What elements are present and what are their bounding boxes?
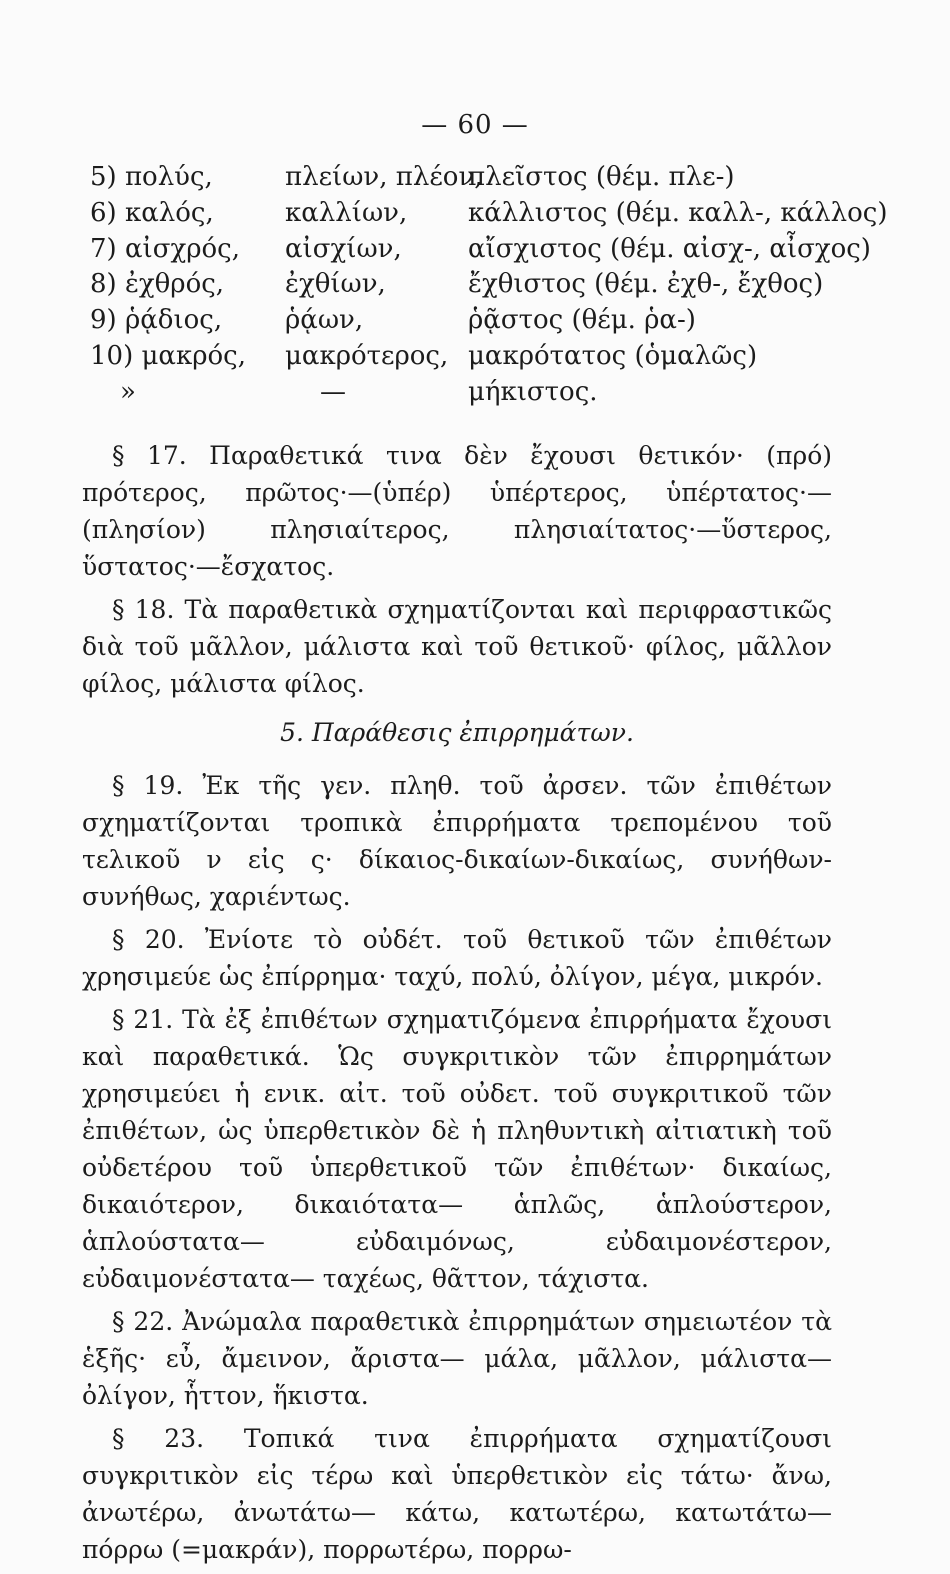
comparison-table (90, 162, 888, 413)
comparative-form: αἰσχίων, (285, 233, 402, 264)
superlative-form: μακρότατος (ὁμαλῶς) (468, 340, 758, 371)
superlative-form: πλεῖστος (θέμ. πλε-) (468, 162, 735, 192)
positive-form: 10) μακρός, (90, 340, 246, 371)
comparative-form: καλλίων, (285, 197, 408, 228)
superlative-form: αἴσχιστος (θέμ. αἰσχ-, αἶσχος) (468, 233, 871, 264)
superlative-form: ἔχθιστος (θέμ. ἐχθ-, ἔχθος) (468, 269, 824, 300)
positive-form: 6) καλός, (90, 197, 214, 228)
comparison-row (90, 377, 850, 413)
superlative-form: ῥᾷστος (θέμ. ῥα-) (468, 305, 696, 336)
comparative-form: ῥᾴων, (285, 305, 364, 336)
positive-form: 5) πολύς, (90, 162, 213, 192)
comparison-row (90, 197, 888, 234)
page-number: — 60 — (421, 110, 529, 140)
positive-form: 8) ἐχθρός, (90, 269, 225, 300)
comparison-row (90, 162, 850, 198)
superlative-form: κάλλιστος (θέμ. καλλ-, κάλλος) (468, 197, 888, 228)
superlative-form: μήκιστος. (468, 376, 598, 407)
paragraph-23: § 23. Τοπικά τινα ἐπιρρήματα σχηματίζουσι συγκριτικὸν εἰς τέρω καὶ ὑπερθετικὸν εἰς τάτω· ἄνω, ἀνωτέρω, ἀνωτάτω— κάτω, κατωτέρω, κατωτάτω— πόρρω (=μακράν), πορρωτέρω, πορρω- (82, 1424, 832, 1564)
comparison-row (90, 269, 850, 305)
ditto-mark: » (120, 376, 136, 407)
comparative-form: μακρότερος, (285, 340, 449, 371)
paragraph-22: § 22. Ἀνώμαλα παραθετικὰ ἐπιρρημάτων σημειωτέον τὰ ἑξῆς· εὖ, ἄμεινον, ἄριστα— μάλα, μᾶλλον, μάλιστα— ὀλίγον, ἧττον, ἥκιστα. (82, 1307, 832, 1410)
comparative-form: πλείων, πλέον, (285, 162, 483, 192)
paragraph-20: § 20. Ἐνίοτε τὸ οὐδέτ. τοῦ θετικοῦ τῶν ἐπιθέτων χρησιμεύε ὡς ἐπίρρημα· ταχύ, πολύ, ὀλίγον, μέγα, μικρόν. (82, 925, 832, 991)
comparison-row (90, 305, 850, 341)
paragraph-21: § 21. Τὰ ἐξ ἐπιθέτων σχηματιζόμενα ἐπιρρήματα ἔχουσι καὶ παραθετικά. Ὡς συγκριτικὸν τῶν ἐπιρρημάτων χρησιμεύει ἡ ενικ. αἰτ. τοῦ οὐδετ. τοῦ συγκριτικοῦ τῶν ἐπιθέτων, ὡς ὑπερθετικὸν δὲ ἡ πληθυντικὴ αἰτιατικὴ τοῦ οὐδετέρου τοῦ ὑπερθετικοῦ τῶν ἐπιθέτων· δικαίως, δικαιότερον, δικαιότατα— ἁπλῶς, ἁπλούστερον, ἁπλούστατα— εὐδαιμόνως, εὐδαιμονέστερον, εὐδαιμονέστατα— ταχέως, θᾶττον, τάχιστα. (82, 1005, 832, 1293)
paragraph-19: § 19. Ἐκ τῆς γεν. πληθ. τοῦ ἀρσεν. τῶν ἐπιθέτων σχηματίζονται τροπικὰ ἐπιρρήματα τρεπομένου τοῦ τελικοῦ ν εἰς ς· δίκαιος-δικαίων-δικαίως, συνήθων-συνήθως, χαριέντως. (82, 771, 832, 911)
comparison-row (90, 341, 850, 377)
body-text (82, 437, 832, 1574)
comparison-row (90, 233, 871, 270)
comparative-form: ἐχθίων, (285, 269, 386, 300)
positive-form: 7) αἰσχρός, (90, 233, 240, 264)
paragraph-18: § 18. Τὰ παραθετικὰ σχηματίζονται καὶ περιφραστικῶς διὰ τοῦ μᾶλλον, μάλιστα καὶ τοῦ θετικοῦ· φίλος, μᾶλλον φίλος, μάλιστα φίλος. (82, 595, 832, 698)
section-heading: 5. Παράθεσις ἐπιρρημάτων. (280, 718, 634, 747)
comparative-form: — (320, 376, 346, 407)
positive-form: 9) ῥᾴδιος, (90, 305, 223, 336)
paragraph-17: § 17. Παραθετικά τινα δὲν ἔχουσι θετικόν· (πρό) πρότερος, πρῶτος·—(ὑπέρ) ὑπέρτερος, ὑπέρτατος·—(πλησίον) πλησιαίτερος, πλησιαίτατος·—ὕστερος, ὕστατος·—ἔσχατος. (82, 441, 832, 581)
